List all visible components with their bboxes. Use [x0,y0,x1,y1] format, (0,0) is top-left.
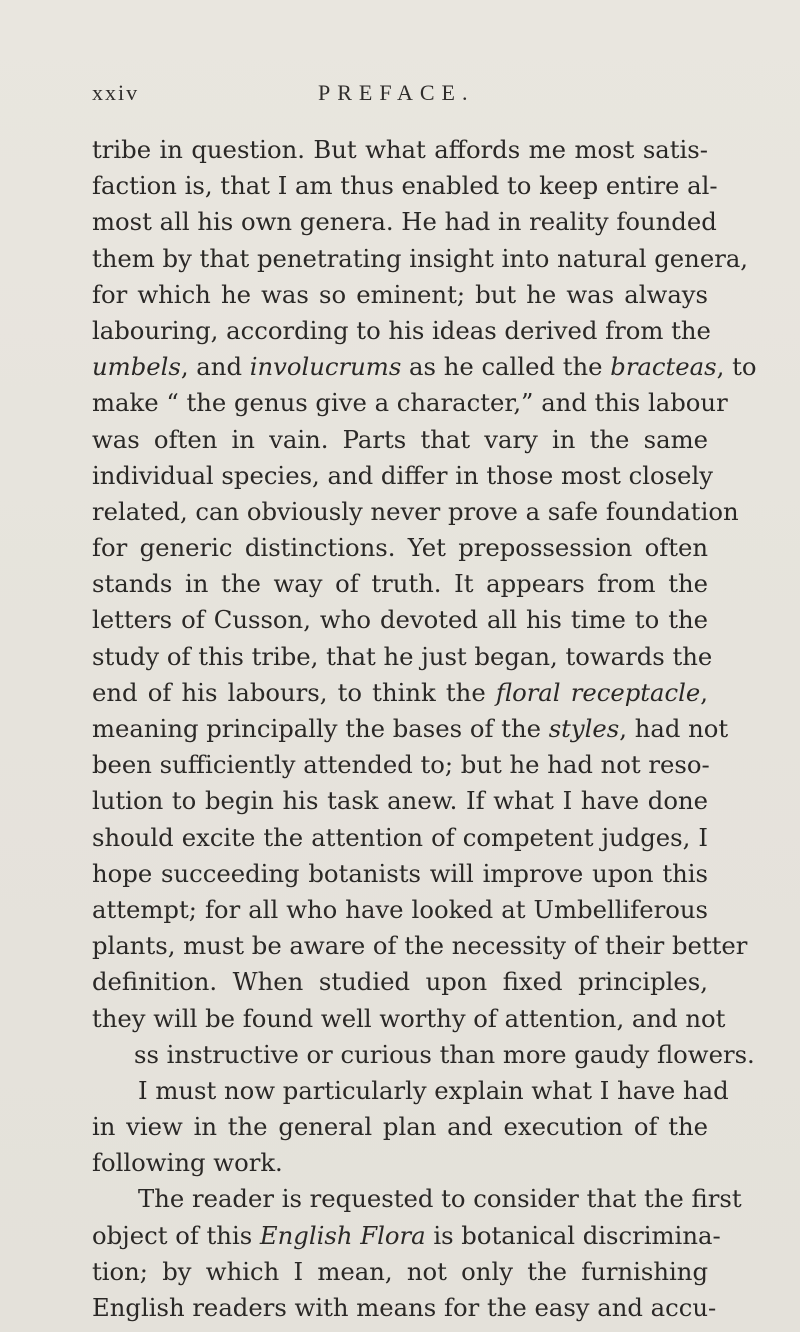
running-title: PREFACE. [318,80,475,105]
italic-term: umbels [92,352,181,382]
text-line: for generic distinctions. Yet prepossession often [92,533,708,563]
italic-term: styles [548,714,620,743]
page-number: xxiv [92,80,140,105]
text-line: labouring, according to his ideas derived from the [92,315,711,345]
text-line: The reader is requested to consider that the first [138,1184,742,1214]
text-line: for which he was so eminent; but he was always [92,279,708,309]
text-line: letters of Cusson, who devoted all his time to the [92,605,708,635]
text-line: study of this tribe, that he just began, towards the [92,641,713,671]
text-line: lution to begin his task anew. If what I have done [92,786,708,816]
body-text [92,132,757,1326]
text-segment: end of his labours, to think the [92,677,496,707]
text-line: make “ the genus give a character,” and this labour [92,388,728,418]
text-line: hope succeeding botanists will improve upon this [92,858,708,888]
text-segment: , and [180,352,250,382]
text-segment: , [700,677,709,707]
italic-term: involucrums [249,352,402,382]
text-line: should excite the attention of competent judges, I [92,822,708,852]
text-line: related, can obviously never prove a safe foundation [92,496,739,526]
text-line [92,675,708,711]
text-line: ss instructive or curious than more gaudy flowers. [134,1039,755,1069]
text-line: most all his own genera. He had in reality founded [92,207,717,237]
text-line: individual species, and differ in those most closely [92,460,713,490]
text-line: tribe in question. But what affords me most satis- [92,135,708,164]
text-segment: meaning principally the bases of the [92,714,549,743]
text-line: following work. [92,1148,283,1178]
text-line [92,1218,721,1254]
text-line: tion; by which I mean, not only the furnishing [92,1256,708,1286]
text-line: plants, must be aware of the necessity of their better [92,931,748,961]
italic-term: English Flora [259,1220,426,1250]
text-line: I must now particularly explain what I have had [138,1075,729,1105]
text-line: definition. When studied upon fixed principles, [92,967,708,997]
text-segment: , had not [619,714,729,743]
text-line [92,349,757,385]
text-line: faction is, that I am thus enabled to keep entire al- [92,171,718,201]
text-line: stands in the way of truth. It appears from the [92,569,708,599]
text-segment: as he called the [401,352,611,382]
italic-term: bracteas [610,352,717,382]
text-line: been sufficiently attended to; but he had not reso- [92,750,710,780]
text-line: in view in the general plan and execution of the [92,1112,708,1142]
text-line [92,711,729,747]
text-line: was often in vain. Parts that vary in the same [92,424,708,454]
text-segment: , to [716,352,757,382]
text-segment: is botanical discrimina- [425,1220,721,1250]
text-segment: object of this [92,1220,260,1250]
italic-term: floral receptacle [495,677,701,707]
text-line: English readers with means for the easy and accu- [92,1293,717,1322]
page-header [92,80,712,116]
text-line: them by that penetrating insight into natural genera, [92,243,749,273]
text-line: attempt; for all who have looked at Umbelliferous [92,894,708,924]
text-line: they will be found well worthy of attention, and not [92,1003,726,1033]
